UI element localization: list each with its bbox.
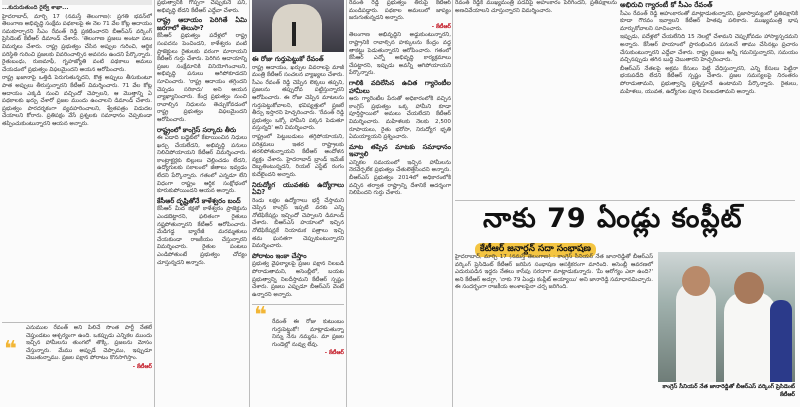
person-background bbox=[770, 300, 792, 382]
paragraph: రాష్ట్ర ఖజానాపై ఒత్తిడి పెరుగుతున్నదని, కొత్త అప్పులు తీసుకుంటూ పాత అప్పులు తీరుస్తున్నారని కేటీఆర్‌ విమర్శించారు. 71 వేల కోట్ల ఆదాయం ఎక్కడి నుంచి వచ్చిందో చెప్పాలని, ఆ మొత్తాన్ని ఏ పథకాలకు ఖర్చు చేశారో ప్రజల ముందు ఉంచాలని డిమాండ్‌ చేశారు. ప్రభుత్వం పారదర్శకంగా వ్యవహరించాలని, శ్వేతపత్రం విడుదల చేయాలని కోరారు. ప్రతిపక్షం వేసే ప్రశ్నలకు సమాధానం చెప్పకుండా తప్పించుకుంటున్నారని ఆయన అన్నారు. bbox=[2, 75, 152, 127]
top-fragment: ...కుదురుతుంది రైల్వే శాఖా... bbox=[2, 5, 69, 11]
photo-caption: కాంగ్రెస్‌ సీనియర్‌ నేత జానారెడ్డితో బీఆర్‌ఎస్‌ వర్కింగ్‌ ప్రెసిడెంట్‌ కేటీఆర్‌ bbox=[662, 384, 795, 398]
feature-photo bbox=[658, 252, 795, 382]
quote-author: - కేటీఆర్‌ bbox=[324, 350, 344, 357]
paragraph: రేవంత్‌ రెడ్డి ప్రభుత్వం తీరుపై కేటీఆర్‌ మండిపడ్డారు. పథకాల అమలులో జాప్యం జరుగుతున్నదని అన్నారు. bbox=[349, 0, 451, 22]
paragraph: ప్రభుత్వ వైఫల్యాలపై ప్రజల పక్షాన నిలబడి పోరాడుతామని, అసెంబ్లీలో, బయట ప్రభుత్వాన్ని నిలదీస్తామని కేటీఆర్‌ స్పష్టం చేశారు. ప్రజలు ఎప్పుడూ బీఆర్‌ఎస్‌ వెంటే ఉన్నారని అన్నారు. bbox=[252, 261, 344, 298]
subheading: అభిరుచి గ్యారంటీ కో సీఎం రేవంత్‌ bbox=[620, 1, 713, 9]
paragraph: ఆరు గ్యారెంటీల పేరుతో అధికారంలోకి వచ్చిన కాంగ్రెస్‌ ప్రభుత్వం ఒక్క హామీని కూడా పూర్తిస్థాయిలో అమలు చేయలేదని కేటీఆర్‌ విమర్శించారు. మహిళలకు నెలకు 2,500 రూపాయలు, రైతు భరోసా, నిరుద్యోగ భృతి ఏమయ్యాయని ప్రశ్నించారు. bbox=[349, 96, 451, 141]
column-6 bbox=[620, 0, 798, 200]
microphone-icon bbox=[292, 22, 296, 46]
subheading: రాష్ట్రంలో కాంగ్రెస్‌ సర్కారు తీరు bbox=[157, 125, 237, 134]
quote-mark-icon: ❝ bbox=[4, 337, 17, 362]
paragraph: తెలంగాణ అభివృద్ధిని అడ్డుకుంటున్నారని, రాష్ట్రానికి రావాల్సిన హక్కులను కేంద్రం వద్ద తాకట్టు పెడుతున్నారని ఆరోపించారు. గతంలో కేసీఆర్‌ ఎన్నో అభివృద్ధి కార్యక్రమాలు చేపట్టారని, ఇప్పుడు అవన్నీ ఆగిపోయాయని పేర్కొన్నారు. bbox=[349, 32, 451, 77]
quote-text: ఎనుముల రేవంత్‌ అని పిలిచే సొంత పార్టీ నేతలే చెప్తుండటం ఆశ్చర్యంగా ఉంది. ఒకప్పుడు ఎన్నికల ముందు ఇచ్చిన హామీలను తుంగలో తొక్కి, ప్రజలను మోసం చేస్తున్నారు. మేము అప్పుడే చెప్పాము, ఇప్పుడూ చెబుతున్నాము. ప్రజల పక్షాన పోరాటం కొనసాగిస్తాం. bbox=[26, 325, 152, 362]
column-5 bbox=[455, 0, 617, 200]
subheadline-pill: కేటీఆర్‌ జనార్దన్‌ సదా సంభాషణ bbox=[475, 243, 596, 257]
quote-mark-icon: ❝ bbox=[254, 303, 267, 328]
paragraph: ఇప్పుడు, పదేళ్లలో చేయలేనిది 15 నెలల్లో చేశామని చెప్పుకోవడం హాస్యాస్పదమని అన్నారు. కేసీఆర్‌ హయాంలో ప్రారంభించిన పనులనే తాము చేసినట్లు ప్రచారం చేసుకుంటున్నారని ఎద్దేవా చేశారు. రాష్ట్ర ప్రజలు అన్నీ గమనిస్తున్నారని, సమయం వచ్చినప్పుడు తగిన బుద్ధి చెబుతారని హెచ్చరించారు. bbox=[620, 34, 798, 64]
paragraph: రాష్ట్రంలో పెట్టుబడులు తగ్గిపోయాయని, పరిశ్రమలు ఇతర రాష్ట్రాలకు తరలిపోతున్నాయని కేటీఆర్‌ ఆందోళన వ్యక్తం చేశారు. హైదరాబాద్‌ బ్రాండ్‌ ఇమేజ్‌ దెబ్బతింటున్నదని, రియల్‌ ఎస్టేట్‌ రంగం కుదేలైందని అన్నారు. bbox=[252, 133, 344, 178]
feature-headline: నాకు 79 ఏండ్లు కంప్లీట్‌ bbox=[483, 203, 743, 234]
column-divider bbox=[346, 0, 347, 407]
column-4 bbox=[349, 0, 451, 407]
subheading: రాష్ట్ర ఆదాయం పెరిగితే ఏమి జరగాలో తెలుసా? bbox=[157, 16, 247, 32]
person-right bbox=[724, 292, 776, 382]
paragraph: ప్రభుత్వానికి గొప్పగా చెప్పుకునే పని, అభివృద్ధి లేదని కేటీఆర్‌ ఎద్దేవా చేశారు. bbox=[157, 0, 247, 14]
kicker: ఈ రోజు గుర్తుపెట్టుకో రేవంత్‌ bbox=[252, 55, 324, 63]
feature-article bbox=[455, 202, 795, 407]
paragraph: బీఆర్‌ఎస్‌ నేతలపై అక్రమ కేసులు పెట్టి వేధిస్తున్నారని, ఎన్ని కేసులు పెట్టినా భయపడేది లేదని కేటీఆర్‌ స్పష్టం చేశారు. ప్రజల సమస్యలపై నిరంతరం పోరాడుతామని, ప్రభుత్వాన్ని ప్రశ్నిస్తూనే ఉంటామని పేర్కొన్నారు. రైతులు, మహిళలు, యువత, ఉద్యోగుల పక్షాన నిలబడతామని అన్నారు. bbox=[620, 65, 798, 95]
paragraph: ఈ ఏడాది బడ్జెట్‌లో కేటాయించిన నిధులు ఖర్చు చేయలేదని, అభివృద్ధి పనులు నిలిచిపోయాయని కేటీఆర్‌ విమర్శించారు. కాంట్రాక్టర్లకు బిల్లులు చెల్లించడం లేదని, ఉద్యోగులకు సకాలంలో జీతాలు ఇవ్వడం లేదని పేర్కొన్నారు. గతంలో ఎన్నడూ లేని విధంగా రాష్ట్రం ఆర్థిక సంక్షోభంలో కూరుకుపోయిందని ఆయన అన్నారు. bbox=[157, 135, 247, 195]
column-divider bbox=[452, 0, 453, 407]
speaker-figure bbox=[272, 4, 322, 52]
paragraph: కేసీఆర్‌ మీద కక్షతో కాళేశ్వరం ప్రాజెక్టును ఎండబెట్టారని, ఫలితంగా రైతులు నష్టపోతున్నారని కేటీఆర్‌ ఆరోపించారు. మేడిగడ్డ బ్యారేజీ మరమ్మతులు చేయకుండా రాజకీయం చేస్తున్నారని విమర్శించారు. రైతుల పంటలు ఎండిపోతుంటే ప్రభుత్వం చోద్యం చూస్తున్నదని అన్నారు. bbox=[157, 206, 247, 266]
paragraph: కేసీఆర్‌ ప్రభుత్వం పదేళ్లలో రాష్ట్ర సంపదను పెంచిందని, కాళేశ్వరం వంటి ప్రాజెక్టులు రైతులకు వరంగా మారాయని కేటీఆర్‌ గుర్తు చేశారు. పెరిగిన ఆదాయాన్ని ప్రజల సంక్షేమానికి వినియోగించాలని, అభివృద్ధి పనులు ఆగిపోకూడదని సూచించారు. 'రాష్ట్ర ఆదాయం తగ్గిందని చెప్పడం సరికాదు' అని ఆయన వ్యాఖ్యానించారు. కేంద్ర ప్రభుత్వం నుంచి రావాల్సిన నిధులను తెచ్చుకోవడంలో రాష్ట్ర ప్రభుత్వం విఫలమైందని ఆరోపించారు. bbox=[157, 33, 247, 123]
paragraph: రేవంత్‌ రెడ్డికి ముఖ్యమంత్రి పదవిపై అహంకారం పెరిగిందని, ప్రతిపక్షాలను అణచివేయాలని చూస్తున్నారని విమర్శించారు. bbox=[455, 0, 617, 14]
paragraph: ఎన్నికల సమయంలో ఇచ్చిన హామీలను నెరవేర్చలేక ప్రభుత్వం చేతులెత్తేసిందని అన్నారు. బీఆర్‌ఎస్‌ ప్రభుత్వం 2014లో అధికారంలోకి వచ్చిన తర్వాత రాష్ట్రాన్ని దేశానికే ఆదర్శంగా నిలిపిందని గుర్తు చేశారు. bbox=[349, 159, 451, 197]
person-left bbox=[676, 282, 716, 382]
paragraph: రెండు లక్షల ఉద్యోగాలు భర్తీ చేస్తామని చెప్పిన కాంగ్రెస్‌ ఇప్పటి వరకు ఎన్ని నోటిఫికేషన్లు ఇచ్చిందో చెప్పాలని డిమాండ్‌ చేశారు. బీఆర్‌ఎస్‌ హయాంలో ఇచ్చిన నోటిఫికేషన్లకే నియామక పత్రాలు ఇచ్చి తమ ఘనతగా చెప్పుకుంటున్నారని విమర్శించారు. bbox=[252, 197, 344, 250]
person-left-head bbox=[682, 266, 710, 296]
column-3 bbox=[252, 0, 344, 407]
feature-top-rule bbox=[455, 200, 795, 201]
feature-body: హైదరాబాద్‌, మార్చి 17 (నమస్తే తెలంగాణ) : కాంగ్రెస్‌ సీనియర్‌ నేత జానారెడ్డితో బీఆర్‌ఎస్‌ వర్కింగ్‌ ప్రెసిడెంట్‌ కేటీఆర్‌ జరిపిన సంభాషణ ఆసక్తికరంగా మారింది. అసెంబ్లీ ఆవరణలో ఎదురుపడిన ఇద్దరు నేతలు కాసేపు సరదాగా మాట్లాడుకున్నారు. 'మీ ఆరోగ్యం ఎలా ఉంది?' అని కేటీఆర్‌ అడగ్గా, 'నాకు 79 ఏండ్లు కంప్లీట్‌ అయ్యాయి' అని జానారెడ్డి సమాధానమిచ్చారు. ఈ సందర్భంగా రాజకీయ అంశాలపైనా చర్చ జరిగింది. bbox=[455, 254, 653, 291]
column-divider bbox=[249, 0, 250, 407]
quote-text: రేవంత్‌ ఈ రోజు కుటుంబం గుర్తుపెట్టుకో! మాట్లాడుతున్నా నిన్ను నేను నమ్మను. మా ప్రజల గుండెల్లో నువ్వు లేవు. bbox=[272, 319, 344, 348]
subheading: నిరుద్యోగ యువతకు ఉద్యోగాలు ఏవి? bbox=[252, 180, 344, 197]
photo-top bbox=[252, 0, 344, 52]
column-2 bbox=[157, 0, 247, 407]
quote-box bbox=[2, 322, 152, 373]
quote-author: - కేటీఆర్‌ bbox=[431, 23, 451, 30]
column-divider bbox=[154, 0, 155, 407]
paragraph: సీఎం రేవంత్‌ రెడ్డి అహంకారంతో మాట్లాడుతున్నారని, ప్రజాస్వామ్యంలో ప్రతిపక్షానికి కూడా గౌరవం ఇవ్వాలని కేటీఆర్‌ హితవు పలికారు. ముఖ్యమంత్రి భాష మార్చుకోవాలని సూచించారు. bbox=[620, 10, 798, 32]
subheading: మాట తప్పిన మాటకు సమాధానం ఇవ్వాలి bbox=[349, 142, 451, 159]
column-1 bbox=[2, 0, 152, 407]
subheading: గాలికి వదిలేసిన ఉచిత గ్యారెంటీల హామీలు bbox=[349, 78, 451, 95]
quote-author: - కేటీఆర్‌ bbox=[132, 363, 152, 370]
paragraph: హైదరాబాద్‌, మార్చి 17 (నమస్తే తెలంగాణ): ప్రగతి భవన్‌లో తెలంగాణ అభివృద్ధి సంక్షేమ పథకాలపై ఈ నెల 71 వేల కోట్ల ఆదాయం సమకూర్చారని సీఎం రేవంత్‌ రెడ్డి ప్రకటించారని బీఆర్‌ఎస్‌ వర్కింగ్‌ ప్రెసిడెంట్‌ కేటీఆర్‌ డిమాండ్‌ చేశారు. 'తెలంగాణ ప్రజలు అంటూ పలు విమర్శలు చేశారు. రాష్ట్ర ప్రభుత్వం చేసిన అప్పుల గురించి, ఆర్థిక పరిస్థితి గురించి ప్రజలకు వివరించాల్సిన అవసరం ఉందని పేర్కొన్నారు. రైతుబంధు, రుణమాఫీ, గృహజ్యోతి వంటి పథకాలు అమలు చేయడంలో ప్రభుత్వం విఫలమైందని ఆయన ఆరోపించారు. bbox=[2, 13, 152, 73]
subheading: పోరాటం ఇంకా చేస్తాం bbox=[252, 251, 307, 260]
subheading: కేసీఆర్‌ దృష్టితోనే కాళేశ్వరం బంద్‌ bbox=[157, 196, 241, 205]
paragraph: రాష్ట్ర ఆదాయం, ఖర్చుల వివరాలపై మాజీ మంత్రి కేటీఆర్‌ సంచలన వ్యాఖ్యలు చేశారు. సీఎం రేవంత్‌ రెడ్డి చెప్పిన లెక్కలు తప్పని, ప్రజలను తప్పుదోవ పట్టిస్తున్నారని ఆరోపించారు. ఈ రోజు చెప్పిన మాటలను గుర్తుపెట్టుకోవాలని, భవిష్యత్తులో ప్రజలే తీర్పు ఇస్తారని హెచ్చరించారు. 'రేవంత్‌ రెడ్డి ప్రభుత్వం ఒక్కో హామీని పక్కన పెడుతూ వస్తున్నది' అని విమర్శించారు. bbox=[252, 64, 344, 132]
person-right-head bbox=[734, 272, 764, 304]
quote-box bbox=[252, 304, 344, 359]
